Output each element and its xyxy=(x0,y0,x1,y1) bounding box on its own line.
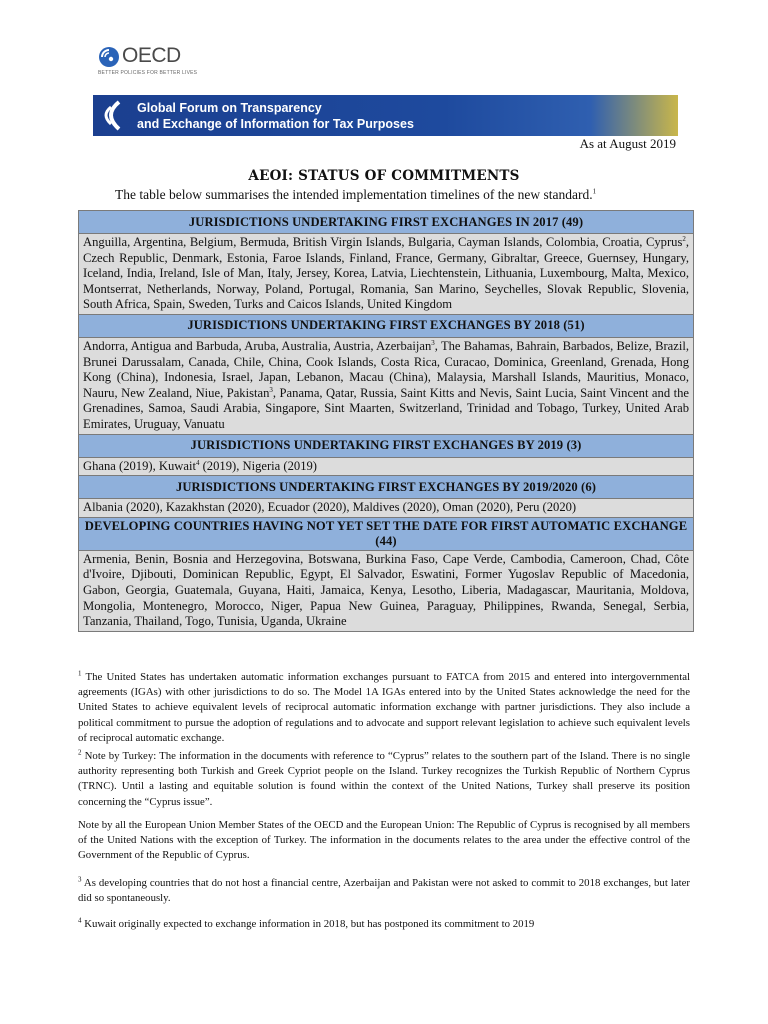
list-text: Andorra, Antigua and Barbuda, Aruba, Australia, Austria, Azerbaijan xyxy=(83,338,432,353)
table-row xyxy=(79,517,694,550)
footnote-ref: 4 xyxy=(195,458,200,467)
section-heading-2017: JURISDICTIONS UNDERTAKING FIRST EXCHANGES IN 2017 (49) xyxy=(79,211,694,234)
footnote-ref: 1 xyxy=(592,187,597,196)
footnote-text: Kuwait originally expected to exchange information in 2018, but has postponed its commitment to 2019 xyxy=(81,918,535,930)
footnote-text: Note by Turkey: The information in the documents with reference to “Cyprus” relates to the southern part of the Island. There is no single authority representing both Turkish and Greek Cypriot people on the Island. Turkey recognizes the Turkish Republic of Northern Cyprus (TRNC). Until a lasting and equitable solution is found within the context of the United Nations, Turkey shall preserve its position concerning the “Cyprus issue”. xyxy=(78,750,690,808)
footnote-ref: 3 xyxy=(269,385,273,394)
oecd-logo xyxy=(98,44,218,78)
list-text: , Panama, Qatar, Russia, Saint Kitts and Nevis, Saint Lucia, Saint Vincent and the Grenadines, Samoa, Saudi Arabia, Singapore, Sint Maarten, Switzerland, Trinidad and Tobago, Turkey, United Arab Emirates, Uruguay, Vanuatu xyxy=(83,385,690,431)
table-row xyxy=(79,550,694,631)
section-list-developing xyxy=(79,550,694,631)
table-row xyxy=(79,337,694,434)
footnote-number: 4 xyxy=(78,916,82,925)
table-row xyxy=(79,314,694,337)
footnote-text: As developing countries that do not host a financial centre, Azerbaijan and Pakistan were not asked to commit to 2018 exchanges, but later did so spontaneously. xyxy=(78,877,690,905)
table-row xyxy=(79,434,694,457)
section-heading-2019: JURISDICTIONS UNDERTAKING FIRST EXCHANGES BY 2019 (3) xyxy=(79,434,694,457)
footnote-eu-note xyxy=(78,818,690,864)
section-heading-2018: JURISDICTIONS UNDERTAKING FIRST EXCHANGES BY 2018 (51) xyxy=(79,314,694,337)
list-text: Ghana (2019), Kuwait xyxy=(83,458,196,473)
footnote-ref: 3 xyxy=(431,338,435,347)
footnote-4 xyxy=(78,917,690,932)
footnote-number: 3 xyxy=(78,875,82,884)
section-list-2019-2020 xyxy=(79,499,694,518)
list-text: , The Bahamas, Bahrain, Barbados, Belize, Brazil, Brunei Darussalam, Canada, Chile, China, Cook Islands, Costa Rica, Curacao, Dominica, Greenland, Grenada, Hong Kong (China), Indonesia, Israel, Japan, Lebanon, Macau (China), Malaysia, Marshall Islands, Mauritius, Monaco, Nauru, New Zealand, Niue, Pakistan xyxy=(83,338,689,400)
footnote-number: 2 xyxy=(78,748,82,757)
list-text: (2019), Nigeria (2019) xyxy=(199,458,317,473)
global-forum-mark-icon xyxy=(99,100,125,131)
table-row xyxy=(79,476,694,499)
list-text: Anguilla, Argentina, Belgium, Bermuda, British Virgin Islands, Bulgaria, Cayman Islands, Colombia, Croatia, Cyprus xyxy=(83,235,683,249)
table-row xyxy=(79,211,694,234)
section-heading-developing: DEVELOPING COUNTRIES HAVING NOT YET SET THE DATE FOR FIRST AUTOMATIC EXCHANGE (44) xyxy=(79,517,694,550)
table-row xyxy=(79,234,694,315)
section-heading-2019-2020: JURISDICTIONS UNDERTAKING FIRST EXCHANGES BY 2019/2020 (6) xyxy=(79,476,694,499)
commitments-table xyxy=(78,210,694,632)
footnote-text: Note by all the European Union Member States of the OECD and the European Union: The Republic of Cyprus is recognised by all members of the United Nations with the exception of Turkey. The information in the documents relates to the area under the effective control of the Government of the Republic of Cyprus. xyxy=(78,819,690,862)
list-text: Armenia, Benin, Bosnia and Herzegovina, Botswana, Burkina Faso, Cape Verde, Cambodia, Cameroon, Chad, Côte d'Ivoire, Djibouti, Dominican Republic, Egypt, El Salvador, Eswatini, Former Yugoslav Republic of Macedonia, Gabon, Georgia, Guatemala, Guyana, Haiti, Jamaica, Kenya, Lesotho, Liberia, Madagascar, Mauritania, Moldova, Mongolia, Montenegro, Morocco, Niger, Papua New Guinea, Paraguay, Philippines, Rwanda, Senegal, Serbia, Tanzania, Thailand, Togo, Tunisia, Uganda, Ukraine xyxy=(83,551,689,629)
list-text: , Czech Republic, Denmark, Estonia, Faroe Islands, Finland, France, Germany, Gibraltar, Greece, Guernsey, Hungary, Iceland, India, Ireland, Isle of Man, Italy, Jersey, Korea, Latvia, Liechtenstein, Lithuania, Luxembourg, Malta, Mexico, Montserrat, Netherlands, Norway, Poland, Portugal, Romania, San Marino, Seychelles, Slovak Republic, Slovenia, South Africa, Spain, Sweden, Turks and Caicos Islands, United Kingdom xyxy=(83,235,689,312)
status-date: As at August 2019 xyxy=(579,136,676,151)
intro-text xyxy=(115,187,596,203)
banner-title-line-1: Global Forum on Transparency xyxy=(137,101,322,115)
oecd-tagline: BETTER POLICIES FOR BETTER LIVES xyxy=(98,70,198,76)
intro-sentence: The table below summarises the intended implementation timelines of the new standard. xyxy=(115,187,593,202)
table-row xyxy=(79,457,694,476)
section-list-2019 xyxy=(79,457,694,476)
footnote-number: 1 xyxy=(78,669,82,678)
oecd-globe-icon xyxy=(98,46,120,68)
global-forum-banner xyxy=(93,95,678,136)
table-row xyxy=(79,499,694,518)
footnote-1 xyxy=(78,670,690,746)
section-list-2017 xyxy=(79,234,694,315)
section-list-2018 xyxy=(79,337,694,434)
footnote-3 xyxy=(78,876,690,906)
oecd-wordmark: OECD xyxy=(122,44,181,67)
footnote-ref: 2 xyxy=(682,234,686,243)
footnote-2 xyxy=(78,749,690,810)
banner-title-line-2: and Exchange of Information for Tax Purposes xyxy=(137,117,414,131)
list-text: Albania (2020), Kazakhstan (2020), Ecuador (2020), Maldives (2020), Oman (2020), Peru (2020) xyxy=(83,500,577,515)
footnote-text: The United States has undertaken automatic information exchanges pursuant to FATCA from 2015 and entered into intergovernmental agreements (IGAs) with other jurisdictions to do so. The Model 1A IGAs entered into by the United States acknowledge the need for the United States to achieve equivalent levels of reciprocal automatic information exchange with partner jurisdictions. They also include a political commitment to pursue the adoption of regulations and to advocate and support relevant legislation to achieve such equivalent levels of reciprocal automatic exchange. xyxy=(78,671,690,744)
page-title: AEOI: STATUS OF COMMITMENTS xyxy=(248,168,520,184)
